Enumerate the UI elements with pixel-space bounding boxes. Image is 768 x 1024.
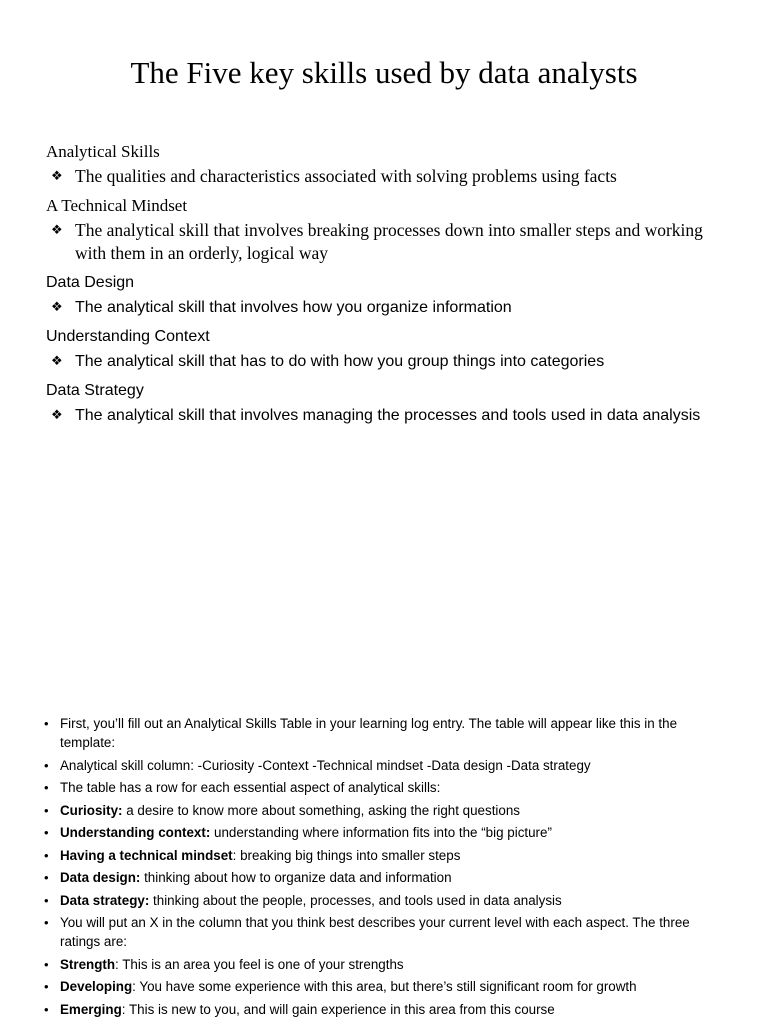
note-text: First, you’ll fill out an Analytical Skills Table in your learning log entry. The table will appear like this in the template: [60,716,678,750]
note-text: You will put an X in the column that you think best describes your current level with each aspect. The three ratings are: [60,915,690,949]
note-text: : This is new to you, and will gain experience in this area from this course [121,1001,555,1017]
note-bold: Strength [60,956,116,972]
note-bold: Curiosity: [60,802,123,818]
note-bold: Data strategy: [60,892,150,908]
skills-list [46,138,716,431]
note-item [44,778,724,797]
bullet-icon: • [44,915,49,930]
note-text: : You have some experience with this area, but there’s still significant room for growth [132,979,637,994]
note-text: a desire to know more about something, asking the right questions [122,802,520,818]
skill-heading-understanding-context: Understanding Context [46,328,210,345]
diamond-bullet-icon: ❖ [51,169,63,184]
note-item [44,977,724,996]
bullet-icon: • [44,847,49,863]
bullet-icon: • [44,802,49,818]
note-item [44,823,724,842]
skill-description [46,219,716,265]
diamond-bullet-icon: ❖ [51,354,63,369]
skill-description-text: The analytical skill that involves breaking processes down into smaller steps and working with them in an orderly, logical way [75,220,703,263]
note-item [44,801,724,820]
skill-description-text: The analytical skill that involves managing the processes and tools used in data analysis [75,407,701,424]
skill-description [46,165,716,188]
note-text: Analytical skill column: -Curiosity -Context -Technical mindset -Data design -Data strategy [60,757,591,773]
skill-heading-data-strategy: Data Strategy [46,382,144,399]
skill-description [46,404,716,427]
bullet-icon: • [44,757,49,773]
note-bold: Having a technical mindset [60,847,233,863]
skill-description-text: The qualities and characteristics associated with solving problems using facts [75,166,617,186]
note-item [44,756,724,775]
note-bold: Developing [60,979,133,994]
note-item [44,846,724,865]
skill-description-text: The analytical skill that involves how you organize information [75,299,512,316]
note-text: understanding where information fits into the “big picture” [210,825,552,840]
diamond-bullet-icon: ❖ [51,300,63,315]
skill-description-text: The analytical skill that has to do with how you group things into categories [75,353,605,370]
note-item [44,955,724,974]
bullet-icon: • [44,956,49,972]
page-title: The Five key skills used by data analysts [130,55,638,90]
skill-description [46,296,716,319]
note-item [44,1000,724,1019]
notes-list [44,714,724,1022]
note-text: : breaking big things into smaller steps [232,847,461,863]
note-text: thinking about how to organize data and information [140,870,452,885]
note-text: : This is an area you feel is one of your strengths [115,956,404,972]
note-text: thinking about the people, processes, and tools used in data analysis [149,892,562,908]
note-item [44,913,724,951]
skill-heading-technical-mindset: A Technical Mindset [46,196,188,215]
note-item [44,868,724,887]
note-text: The table has a row for each essential aspect of analytical skills: [60,780,441,795]
skill-heading-analytical-skills: Analytical Skills [46,142,160,161]
bullet-icon: • [44,979,49,994]
note-bold: Emerging [60,1001,122,1017]
diamond-bullet-icon: ❖ [51,223,63,238]
skill-heading-data-design: Data Design [46,274,135,291]
note-item [44,891,724,910]
bullet-icon: • [44,716,49,731]
bullet-icon: • [44,825,49,840]
note-item [44,714,724,752]
bullet-icon: • [44,892,49,908]
bullet-icon: • [44,780,49,795]
note-bold: Understanding context: [60,825,211,840]
note-bold: Data design: [60,870,141,885]
skill-description [46,350,716,373]
bullet-icon: • [44,870,49,885]
bullet-icon: • [44,1001,49,1017]
diamond-bullet-icon: ❖ [51,408,63,423]
